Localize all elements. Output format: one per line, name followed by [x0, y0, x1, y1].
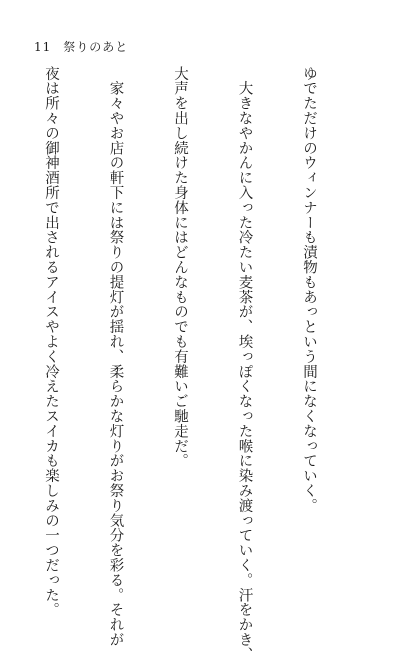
text-line: 夜は所々の御神酒所で出されるアイスやよく冷えたスイカも楽しみの一つだった。: [43, 66, 59, 618]
page-number: 11: [34, 40, 52, 54]
text-line: 家々やお店の軒下には祭りの提灯が揺れ、柔らかな灯りがお祭り気分を彩る。それが: [107, 66, 124, 648]
running-head: [34, 38, 128, 55]
body-text: [0, 66, 362, 662]
text-line: ゆでただけのウィンナーも漬物もあっという間になくなっていく。: [301, 66, 317, 513]
text-line: 大声を出し続けた身体にはどんなものでも有難いご馳走だ。: [172, 66, 188, 469]
text-line: 大きなやかんに入った冷たい麦茶が、埃っぽくなった喉に染み渡っていく。汗をかき、: [236, 66, 253, 662]
chapter-title: 祭りのあと: [63, 40, 129, 54]
